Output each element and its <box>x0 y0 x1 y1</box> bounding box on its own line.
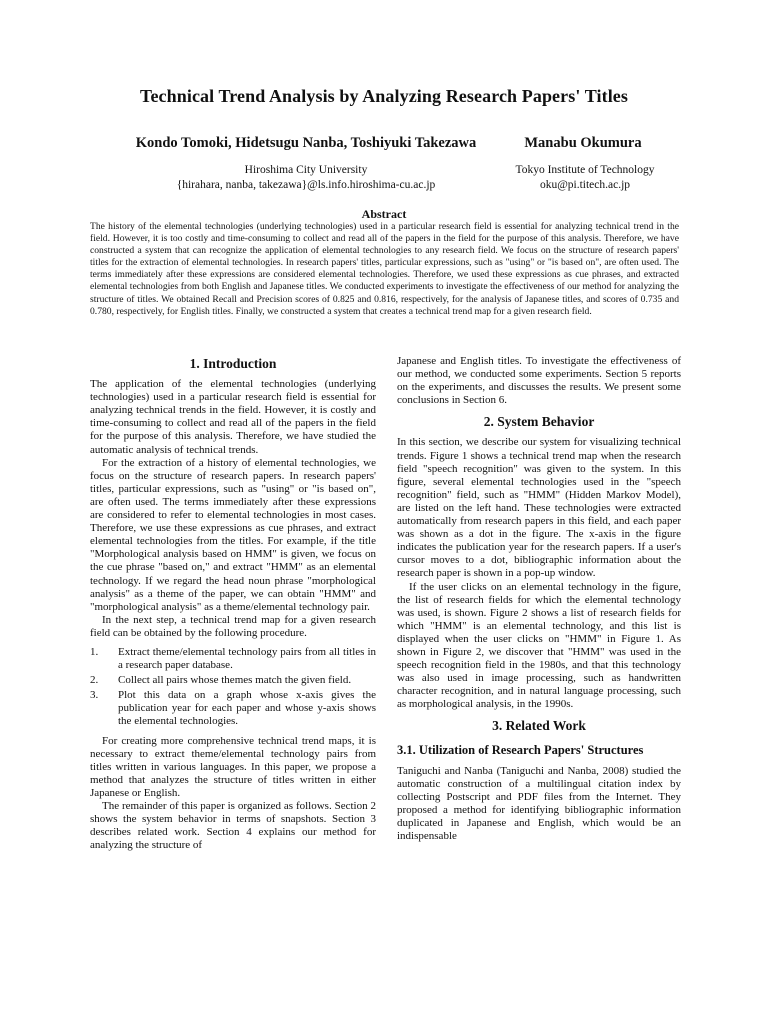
intro-paragraph-continued: Japanese and English titles. To investigate the effectiveness of our method, we conducted some experiments. Section 5 reports on the experiments, and discusses the results. We present some conclusions in Section 6. <box>397 355 681 407</box>
right-column <box>397 355 681 843</box>
system-paragraph-2: If the user clicks on an elemental technology in the figure, the list of research fields for which the elemental technology was used, is shown. Figure 2 shows a list of research fields for which "HMM" is an elemental technology, and this list is displayed when the user clicks on "HMM" in Figure 1. As shown in Figure 2, we discover that "HMM" was used in the speech recognition field in the 1980s, and that this technology was also used in image processing, such as handwritten character recognition, and in natural language processing, such as morphological analysis, in the 1990s. <box>397 580 681 711</box>
intro-paragraph-2: For the extraction of a history of elemental technologies, we focus on the structure of research papers. In research papers' titles, particular expressions, such as "using" or "is based on", are often used. The terms immediately after these expressions are considered to refer to elemental technologies in most cases. Therefore, we use these expressions as cue phrases, and extract elemental technologies from the titles. For example, if the title "Morphological analysis based on HMM" is given, we focus on the cue phrase "based on," and extract "HMM" as an elemental technology. If we regard the head noun phrase "morphological analysis" as a theme of the paper, we can obtain "HMM" and "morphological analysis" as a theme/elemental technology pair. <box>90 456 376 613</box>
list-item <box>90 674 376 687</box>
left-column <box>90 355 376 852</box>
list-item-number: 3. <box>90 689 99 702</box>
related-work-heading: 3. Related Work <box>492 718 586 734</box>
affiliation-right <box>490 163 680 193</box>
affiliation-left-institution: Hiroshima City University <box>244 164 368 176</box>
intro-paragraph-5: The remainder of this paper is organized as follows. Section 2 shows the system behavior in terms of snapshots. Section 3 describes related work. Section 4 explains our method for analyzing the structure of <box>90 800 376 852</box>
abstract-text: The history of the elemental technologies (underlying technologies) used in a particular research field is essential for analyzing technical trend in the field. However, it is too costly and time-consuming to collect and read all of the papers in the field for the purpose of this analysis. Therefore, we have constructed a system that can recognize the application of elemental technologies to any research field. We focus on the structure of research papers' titles for the extraction of elemental technologies. In research papers' titles, particular expressions, such as "using" or "is based on", are often used. The terms immediately after these expressions are considered elemental technologies. Therefore, we used these expressions as cue phrases, and extracted elemental technologies from both English and Japanese titles. We conducted experiments to investigate the effectiveness of our method for analyzing the structure of titles. We obtained Recall and Precision scores of 0.825 and 0.816, respectively, for the analysis of Japanese titles, and scores of 0.735 and 0.780, respectively, for English titles. Finally, we constructed a system that creates a technical trend map for a given research field. <box>90 221 679 317</box>
system-behavior-heading: 2. System Behavior <box>483 414 595 430</box>
list-item <box>90 689 376 728</box>
affiliation-left <box>96 163 516 193</box>
affiliation-right-institution: Tokyo Institute of Technology <box>515 164 655 176</box>
list-item <box>90 646 376 672</box>
affiliation-left-email: {hirahara, nanba, takezawa}@ls.info.hiroshima-cu.ac.jp <box>176 179 436 191</box>
list-item-number: 1. <box>90 645 99 658</box>
author-names-left: Kondo Tomoki, Hidetsugu Nanba, Toshiyuki Takezawa <box>135 135 477 151</box>
list-item-number: 2. <box>90 674 99 687</box>
paper-title: Technical Trend Analysis by Analyzing Research Papers' Titles <box>139 86 628 106</box>
author-names-right: Manabu Okumura <box>524 135 642 151</box>
list-item-text: Extract theme/elemental technology pairs from all titles in a research paper database. <box>118 645 376 672</box>
list-item-text: Plot this data on a graph whose x-axis gives the publication year for each paper and whose y-axis shows the elemental technologies. <box>118 689 376 728</box>
intro-paragraph-3: In the next step, a technical trend map for a given research field can be obtained by the following procedure. <box>90 613 376 639</box>
related-paragraph-1: Taniguchi and Nanba (Taniguchi and Nanba, 2008) studied the automatic construction of a multilingual citation index by collecting Postscript and PDF files from the Internet. They proposed a method for identifying bibliographic information duplicated in Japanese and English, which would be an indispensable <box>397 764 681 842</box>
intro-paragraph-1: The application of the elemental technologies (underlying technologies) used in a particular research field is essential for analyzing technical trends in the field. However, it is costly and time-consuming to collect and read all of the papers in the field for the purpose of this analysis. Therefore, we have studied the automatic analysis of technical trends. <box>90 378 376 456</box>
subsection-heading: 3.1. Utilization of Research Papers' Structures <box>397 742 644 757</box>
abstract-heading: Abstract <box>361 207 407 221</box>
list-item-text: Collect all pairs whose themes match the given field. <box>118 674 352 687</box>
system-paragraph-1: In this section, we describe our system for visualizing technical trends. Figure 1 shows a technical trend map when the research field "speech recognition" was given to the system. In this figure, several elemental technologies used in the "speech recognition" field, such as "HMM" (Hidden Markov Model), are listed on the left hand. These technologies were extracted automatically from research papers in this field, and each paper was shown as a dot in the figure. The x-axis in the figure indicates the publication year for the research papers. If a user's cursor moves to a dot, bibliographic information about the research paper is shown in a pop-up window. <box>397 436 681 580</box>
affiliation-right-email: oku@pi.titech.ac.jp <box>539 179 631 191</box>
intro-paragraph-4: For creating more comprehensive technical trend maps, it is necessary to extract theme/elemental technology pairs from titles written in various languages. In this paper, we propose a method that analyzes the structure of titles written in either Japanese or English. <box>90 734 376 799</box>
procedure-list <box>90 646 376 729</box>
introduction-heading: 1. Introduction <box>189 356 277 371</box>
